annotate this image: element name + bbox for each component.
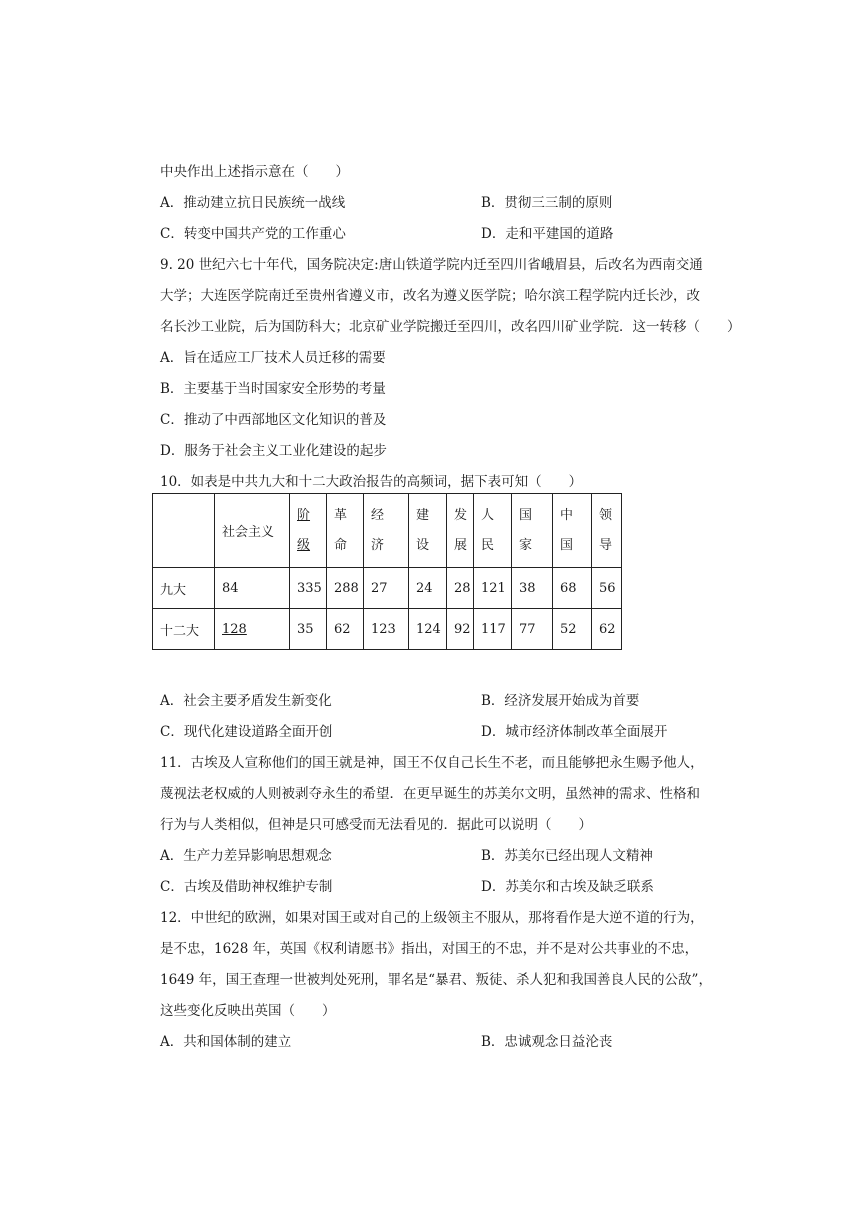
table-row: [153, 609, 622, 650]
q11-stem-line-1: 11．古埃及人宣称他们的国王就是神，国王不仅自己长生不老，而且能够把永生赐予他人，: [160, 755, 704, 771]
table-cell: 56: [592, 568, 622, 609]
table-cell: 68: [553, 568, 592, 609]
q9-stem-line-2: 大学；大连医学院南迁至贵州省遵义市，改名为遵义医学院；哈尔滨工程学院内迁长沙，改: [160, 288, 700, 304]
q9-option-a: A．旨在适应工厂技术人员迁移的需要: [160, 350, 386, 366]
q12-stem-line-1: 12．中世纪的欧洲，如果对国王或对自己的上级领主不服从，那将看作是大逆不道的行为，: [160, 910, 704, 926]
table-header-cell: 革命: [334, 507, 348, 553]
q12-stem-line-2: 是不忠，1628 年，英国《权利请愿书》指出，对国王的不忠，并不是对公共事业的不忠，: [160, 941, 699, 957]
table-header-cell: 中国: [560, 507, 574, 553]
table-header-cell: 经济: [371, 507, 385, 553]
table-cell: 117: [474, 609, 512, 650]
q9-stem-line-3: 名长沙工业院，后为国防科大；北京矿业学院搬迁至四川，改名四川矿业学院．这一转移（ ）: [160, 319, 741, 335]
table-cell: 123: [364, 609, 409, 650]
q11-option-c: C．古埃及借助神权维护专制: [160, 879, 333, 895]
q12-option-b: B．忠诚观念日益沦丧: [481, 1034, 613, 1050]
table-cell: 24: [409, 568, 447, 609]
table-cell: 38: [512, 568, 553, 609]
q10-option-a: A．社会主要矛盾发生新变化: [160, 693, 332, 709]
table-cell: 92: [447, 609, 474, 650]
q11-option-b: B．苏美尔已经出现人文精神: [481, 848, 653, 864]
q10-stem: 10．如表是中共九大和十二大政治报告的高频词，据下表可知（ ）: [160, 474, 583, 490]
q12-option-a: A．共和国体制的建立: [160, 1034, 292, 1050]
table-header-cell: 领导: [599, 507, 613, 553]
q9-option-c: C．推动了中西部地区文化知识的普及: [160, 412, 387, 428]
table-header-cell: 国家: [519, 507, 533, 553]
table-cell: 52: [553, 609, 592, 650]
q8-stem-tail: 中央作出上述指示意在（ ）: [160, 164, 349, 180]
table-cell: 335: [290, 568, 327, 609]
q12-stem-line-3: 1649 年，国王查理一世被判处死刑，罪名是“暴君、叛徒、杀人犯和我国善良人民的公敌”，: [160, 972, 712, 988]
table-row: [153, 568, 622, 609]
q10-option-c: C．现代化建设道路全面开创: [160, 724, 333, 740]
q11-option-d: D．苏美尔和古埃及缺乏联系: [481, 879, 654, 895]
q11-stem-line-2: 蔑视法老权威的人则被剥夺永生的希望．在更早诞生的苏美尔文明，虽然神的需求、性格和: [160, 786, 700, 802]
high-frequency-word-table: [152, 493, 622, 650]
table-cell: 28: [447, 568, 474, 609]
q11-option-a: A．生产力差异影响思想观念: [160, 848, 332, 864]
table-header-cell: [153, 494, 215, 568]
table-cell: 十二大: [153, 609, 215, 650]
table-cell: 九大: [153, 568, 215, 609]
q11-stem-line-3: 行为与人类相似，但神是只可感受而无法看见的．据此可以说明（ ）: [160, 817, 592, 833]
q8-option-b: B．贯彻三三制的原则: [481, 195, 613, 211]
table-cell: 124: [409, 609, 447, 650]
q9-stem-line-1: 9. 20 世纪六七十年代，国务院决定:唐山铁道学院内迁至四川省峨眉县，后改名为西南交通: [160, 257, 703, 273]
table-cell: 84: [215, 568, 290, 609]
table-cell: 62: [592, 609, 622, 650]
q9-option-b: B．主要基于当时国家安全形势的考量: [160, 381, 386, 397]
table-cell: 62: [327, 609, 364, 650]
q9-option-d: D．服务于社会主义工业化建设的起步: [160, 443, 387, 459]
table-cell: 35: [290, 609, 327, 650]
table-header-cell: 建设: [416, 507, 430, 553]
q8-option-a: A．推动建立抗日民族统一战线: [160, 195, 346, 211]
q12-stem-line-4: 这些变化反映出英国（ ）: [160, 1003, 336, 1019]
q8-option-d: D．走和平建国的道路: [481, 226, 614, 242]
table-cell: 288: [327, 568, 364, 609]
table-header-cell: 阶级: [297, 507, 311, 553]
table-cell: 128: [222, 621, 247, 637]
table-cell: 121: [474, 568, 512, 609]
table-cell: 27: [364, 568, 409, 609]
table-cell: 77: [512, 609, 553, 650]
table-header-cell: 社会主义: [215, 494, 290, 568]
table-header-cell: 发展: [454, 507, 468, 553]
q10-option-b: B．经济发展开始成为首要: [481, 693, 640, 709]
q10-option-d: D．城市经济体制改革全面展开: [481, 724, 668, 740]
table-header-row: [153, 494, 622, 568]
q8-option-c: C．转变中国共产党的工作重心: [160, 226, 346, 242]
table-header-cell: 人民: [481, 507, 495, 553]
